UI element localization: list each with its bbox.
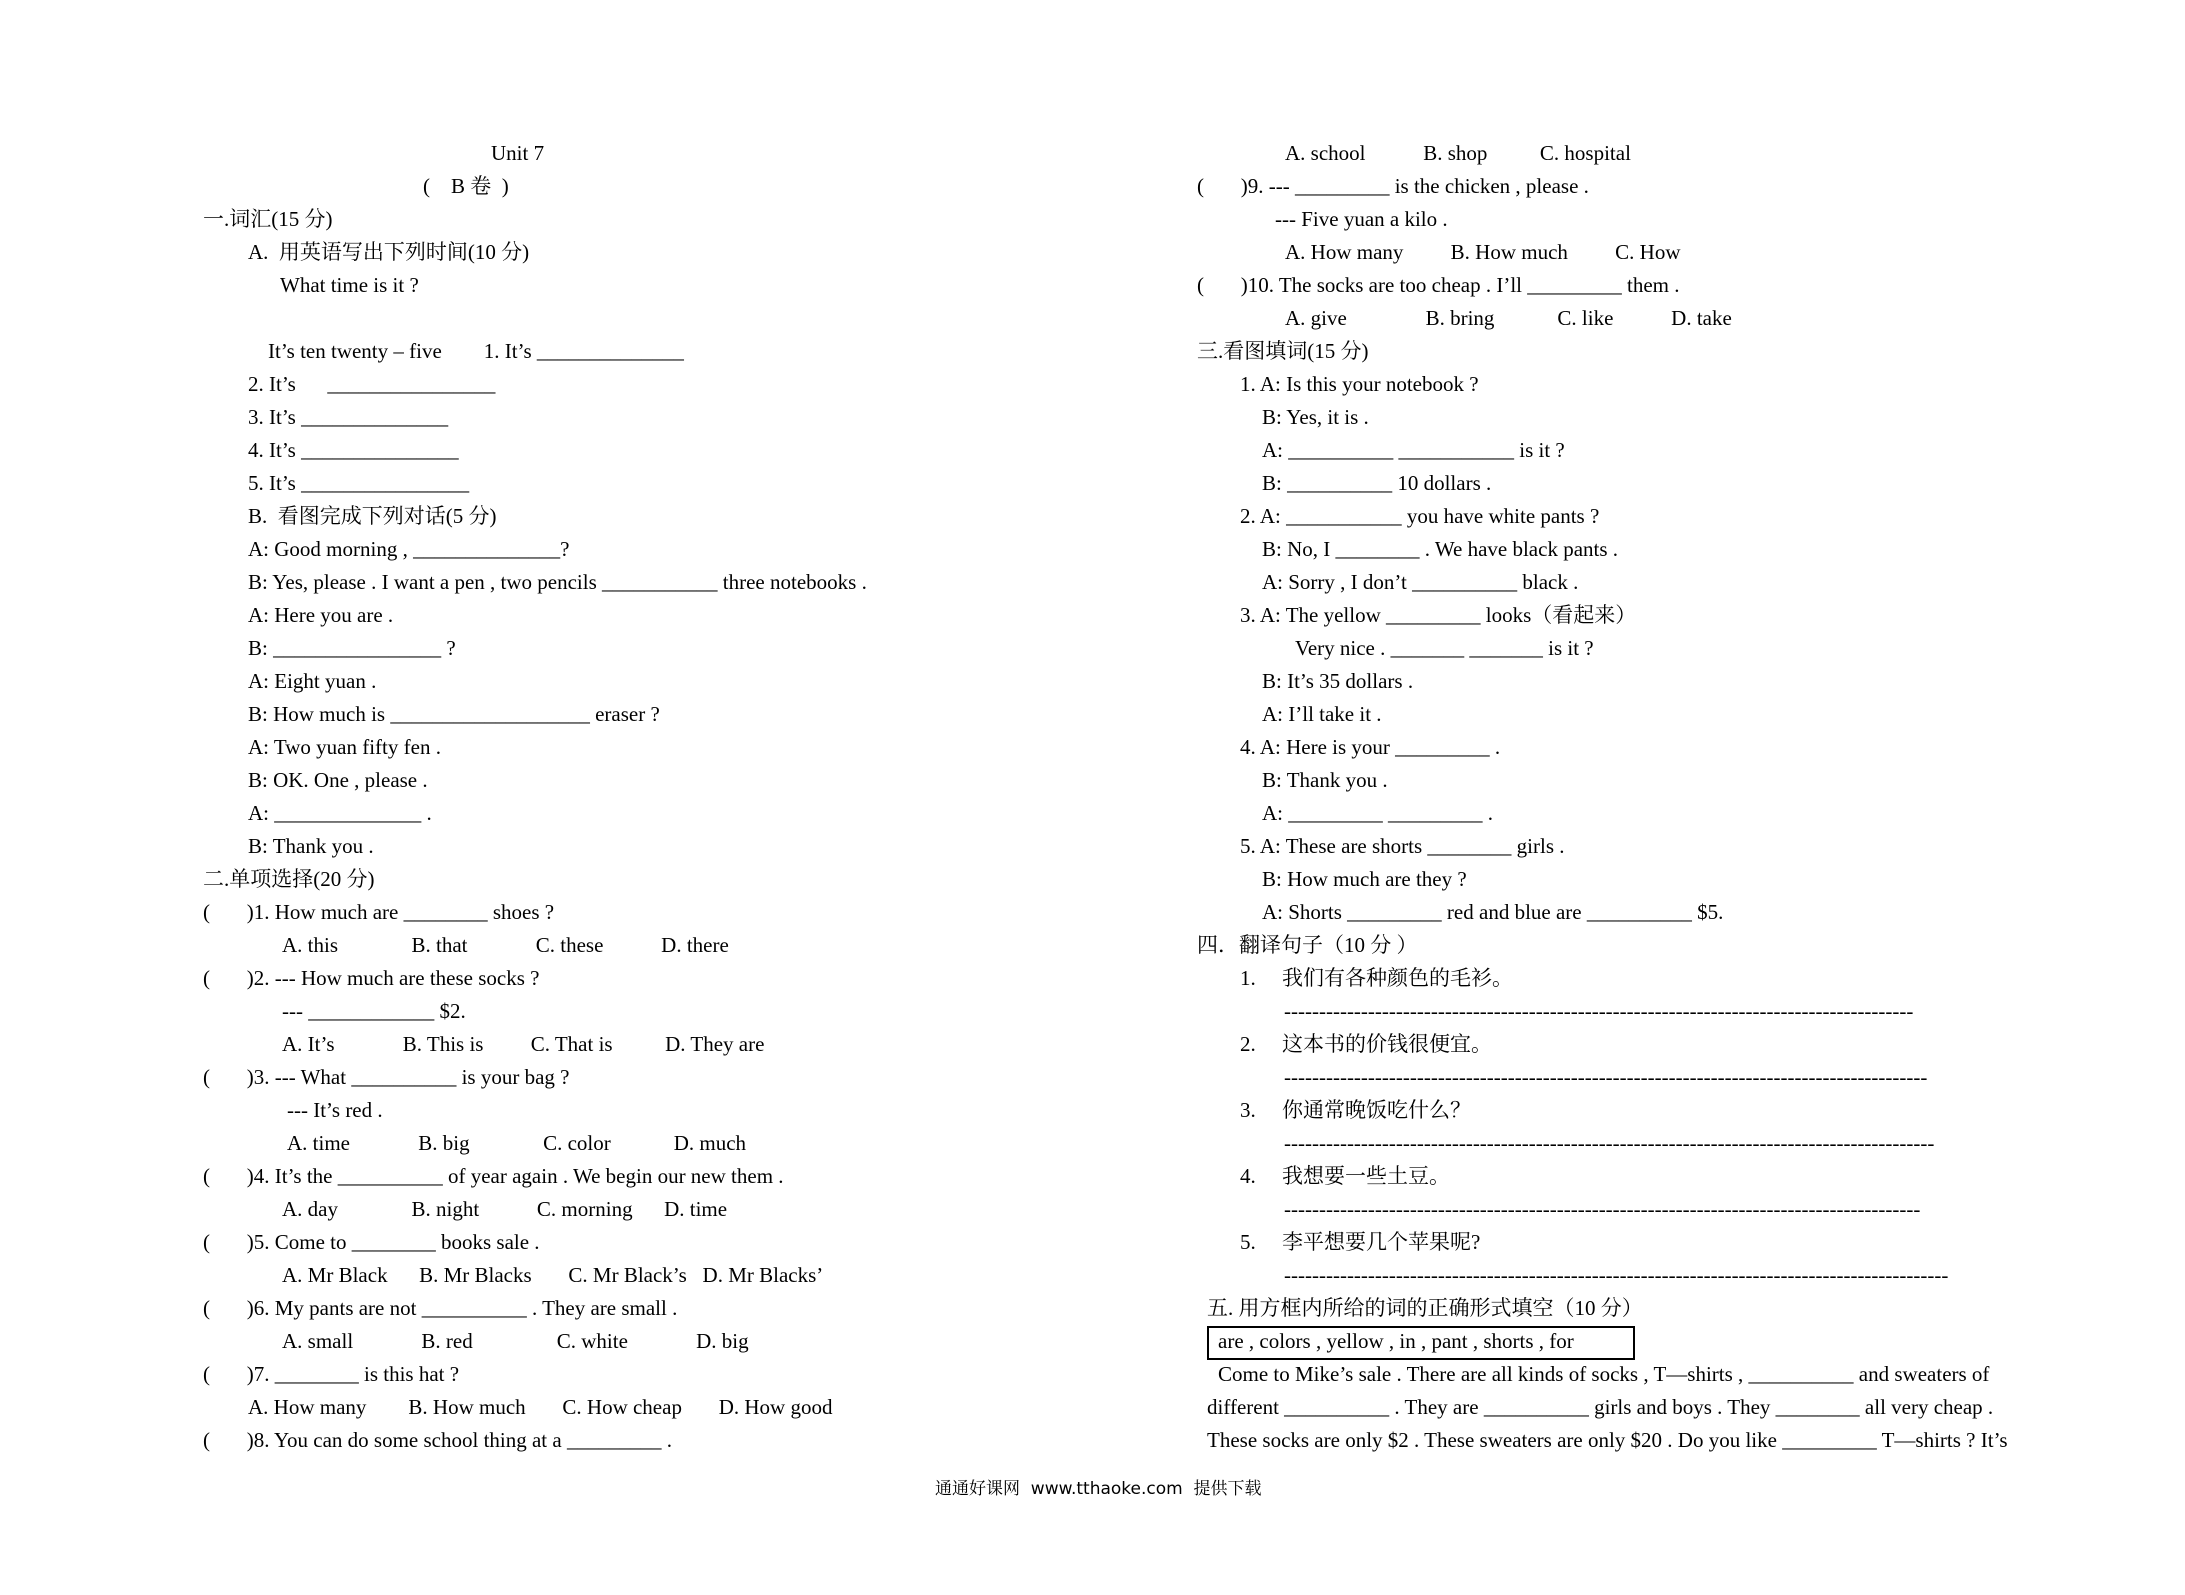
text-line: ( )6. My pants are not __________ . They are small . bbox=[203, 1296, 678, 1320]
text-line: A. How many B. How much C. How cheap D. How good bbox=[248, 1395, 833, 1419]
text-line: 5. 李平想要几个苹果呢? bbox=[1240, 1230, 1481, 1254]
text-line: ----------------------------------------------------------------------------------------------- bbox=[1284, 1263, 1949, 1287]
text-line: 3. 你通常晚饭吃什么？ bbox=[1240, 1098, 1471, 1122]
text-line: B: Yes, please . I want a pen , two pencils ___________ three notebooks . bbox=[248, 570, 867, 594]
text-line: These socks are only $2 . These sweaters are only $20 . Do you like _________ T—shirts ? It’s bbox=[1207, 1428, 2008, 1452]
text-line: It’s ten twenty – five 1. It’s ______________ bbox=[268, 339, 684, 363]
text-line: ( )4. It’s the __________ of year again . We begin our new them . bbox=[203, 1164, 784, 1188]
text-line: Very nice . _______ _______ is it ? bbox=[1295, 636, 1594, 660]
text-line: B: It’s 35 dollars . bbox=[1262, 669, 1414, 693]
text-line: A: __________ ___________ is it ? bbox=[1262, 438, 1565, 462]
text-line: A. school B. shop C. hospital bbox=[1285, 141, 1631, 165]
text-line: ------------------------------------------------------------------------------------------ bbox=[1284, 999, 1914, 1023]
text-line: A. 用英语写出下列时间(10 分) bbox=[248, 240, 530, 264]
text-line: B: How much are they ? bbox=[1262, 867, 1467, 891]
text-line: A. small B. red C. white D. big bbox=[282, 1329, 749, 1353]
text-line: A: Eight yuan . bbox=[248, 669, 377, 693]
text-line: different __________ . They are __________ girls and boys . They ________ all very cheap . bbox=[1207, 1395, 1994, 1419]
text-line: 4. A: Here is your _________ . bbox=[1240, 735, 1501, 759]
text-line: A: Sorry , I don’t __________ black . bbox=[1262, 570, 1579, 594]
text-line: B: Thank you . bbox=[248, 834, 374, 858]
text-line: 2. It’s ________________ bbox=[248, 372, 496, 396]
text-line: 2. A: ___________ you have white pants ? bbox=[1240, 504, 1600, 528]
text-line: 4. It’s _______________ bbox=[248, 438, 459, 462]
text-line: 1. 我们有各种颜色的毛衫。 bbox=[1240, 966, 1513, 990]
text-line: ( )8. You can do some school thing at a _________ . bbox=[203, 1428, 672, 1452]
word-box bbox=[1207, 1326, 1635, 1360]
text-line: Come to Mike’s sale . There are all kinds of socks , T—shirts , __________ and sweaters of bbox=[1218, 1362, 1990, 1386]
text-line: A: Shorts _________ red and blue are __________ $5. bbox=[1262, 900, 1724, 924]
text-line: A: Two yuan fifty fen . bbox=[248, 735, 441, 759]
text-line: 二.单项选择(20 分) bbox=[203, 867, 375, 891]
text-line: B: Thank you . bbox=[1262, 768, 1388, 792]
text-line: 3. A: The yellow _________ looks（看起来） bbox=[1240, 603, 1637, 627]
text-line: 一.词汇(15 分) bbox=[203, 207, 333, 231]
text-line: ( )5. Come to ________ books sale . bbox=[203, 1230, 540, 1254]
text-line: B: Yes, it is . bbox=[1262, 405, 1369, 429]
text-line: B. 看图完成下列对话(5 分) bbox=[248, 504, 497, 528]
text-line: 1. A: Is this your notebook ? bbox=[1240, 372, 1479, 396]
text-line: --- ____________ $2. bbox=[282, 999, 466, 1023]
text-line: ( )10. The socks are too cheap . I’ll _________ them . bbox=[1197, 273, 1680, 297]
text-line: 五. 用方框内所给的词的正确形式填空（10 分） bbox=[1207, 1296, 1643, 1320]
text-line: 5. A: These are shorts ________ girls . bbox=[1240, 834, 1565, 858]
text-line: -------------------------------------------------------------------------------------------- bbox=[1284, 1065, 1928, 1089]
text-line: A. day B. night C. morning D. time bbox=[282, 1197, 728, 1221]
page-footer: 通通好课网 www.tthaoke.com 提供下载 bbox=[935, 1479, 1262, 1499]
text-line: ( )7. ________ is this hat ? bbox=[203, 1362, 460, 1386]
text-line: ( )9. --- _________ is the chicken , please . bbox=[1197, 174, 1589, 198]
text-line: A: Here you are . bbox=[248, 603, 394, 627]
text-line: A: Good morning , ______________? bbox=[248, 537, 570, 561]
text-line: A. How many B. How much C. How bbox=[1285, 240, 1681, 264]
text-line: A: _________ _________ . bbox=[1262, 801, 1493, 825]
text-line: A: ______________ . bbox=[248, 801, 432, 825]
text-line: ------------------------------------------------------------------------------------------- bbox=[1284, 1197, 1921, 1221]
text-line: ( )2. --- How much are these socks ? bbox=[203, 966, 540, 990]
text-line: B: OK. One , please . bbox=[248, 768, 428, 792]
text-line: Unit 7 bbox=[491, 141, 545, 165]
text-line: A. give B. bring C. like D. take bbox=[1285, 306, 1732, 330]
text-line: --------------------------------------------------------------------------------------------- bbox=[1284, 1131, 1935, 1155]
text-line: A. Mr Black B. Mr Blacks C. Mr Black’s D. Mr Blacks’ bbox=[282, 1263, 824, 1287]
text-line: What time is it ? bbox=[280, 273, 419, 297]
text-line: B: __________ 10 dollars . bbox=[1262, 471, 1492, 495]
text-line: ( )3. --- What __________ is your bag ? bbox=[203, 1065, 570, 1089]
text-line: are , colors , yellow , in , pant , shorts , for bbox=[1218, 1329, 1574, 1353]
text-line: 5. It’s ________________ bbox=[248, 471, 470, 495]
text-line: 4. 我想要一些土豆。 bbox=[1240, 1164, 1450, 1188]
text-line: A. this B. that C. these D. there bbox=[282, 933, 729, 957]
text-line: 四．翻译句子（10 分 ） bbox=[1197, 933, 1418, 957]
text-line: B: How much is ___________________ eraser ? bbox=[248, 702, 660, 726]
text-line: --- It’s red . bbox=[287, 1098, 383, 1122]
text-line: A. time B. big C. color D. much bbox=[287, 1131, 747, 1155]
text-line: A: I’ll take it . bbox=[1262, 702, 1382, 726]
text-line: 三.看图填词(15 分) bbox=[1197, 339, 1369, 363]
text-line: ( )1. How much are ________ shoes ? bbox=[203, 900, 555, 924]
text-line: A. It’s B. This is C. That is D. They are bbox=[282, 1032, 765, 1056]
text-line: --- Five yuan a kilo . bbox=[1275, 207, 1448, 231]
text-line: ( B 卷 ) bbox=[423, 174, 509, 198]
text-line: 2. 这本书的价钱很便宜。 bbox=[1240, 1032, 1492, 1056]
text-line: B: No, I ________ . We have black pants . bbox=[1262, 537, 1619, 561]
text-line: 3. It’s ______________ bbox=[248, 405, 449, 429]
text-line: B: ________________ ? bbox=[248, 636, 456, 660]
